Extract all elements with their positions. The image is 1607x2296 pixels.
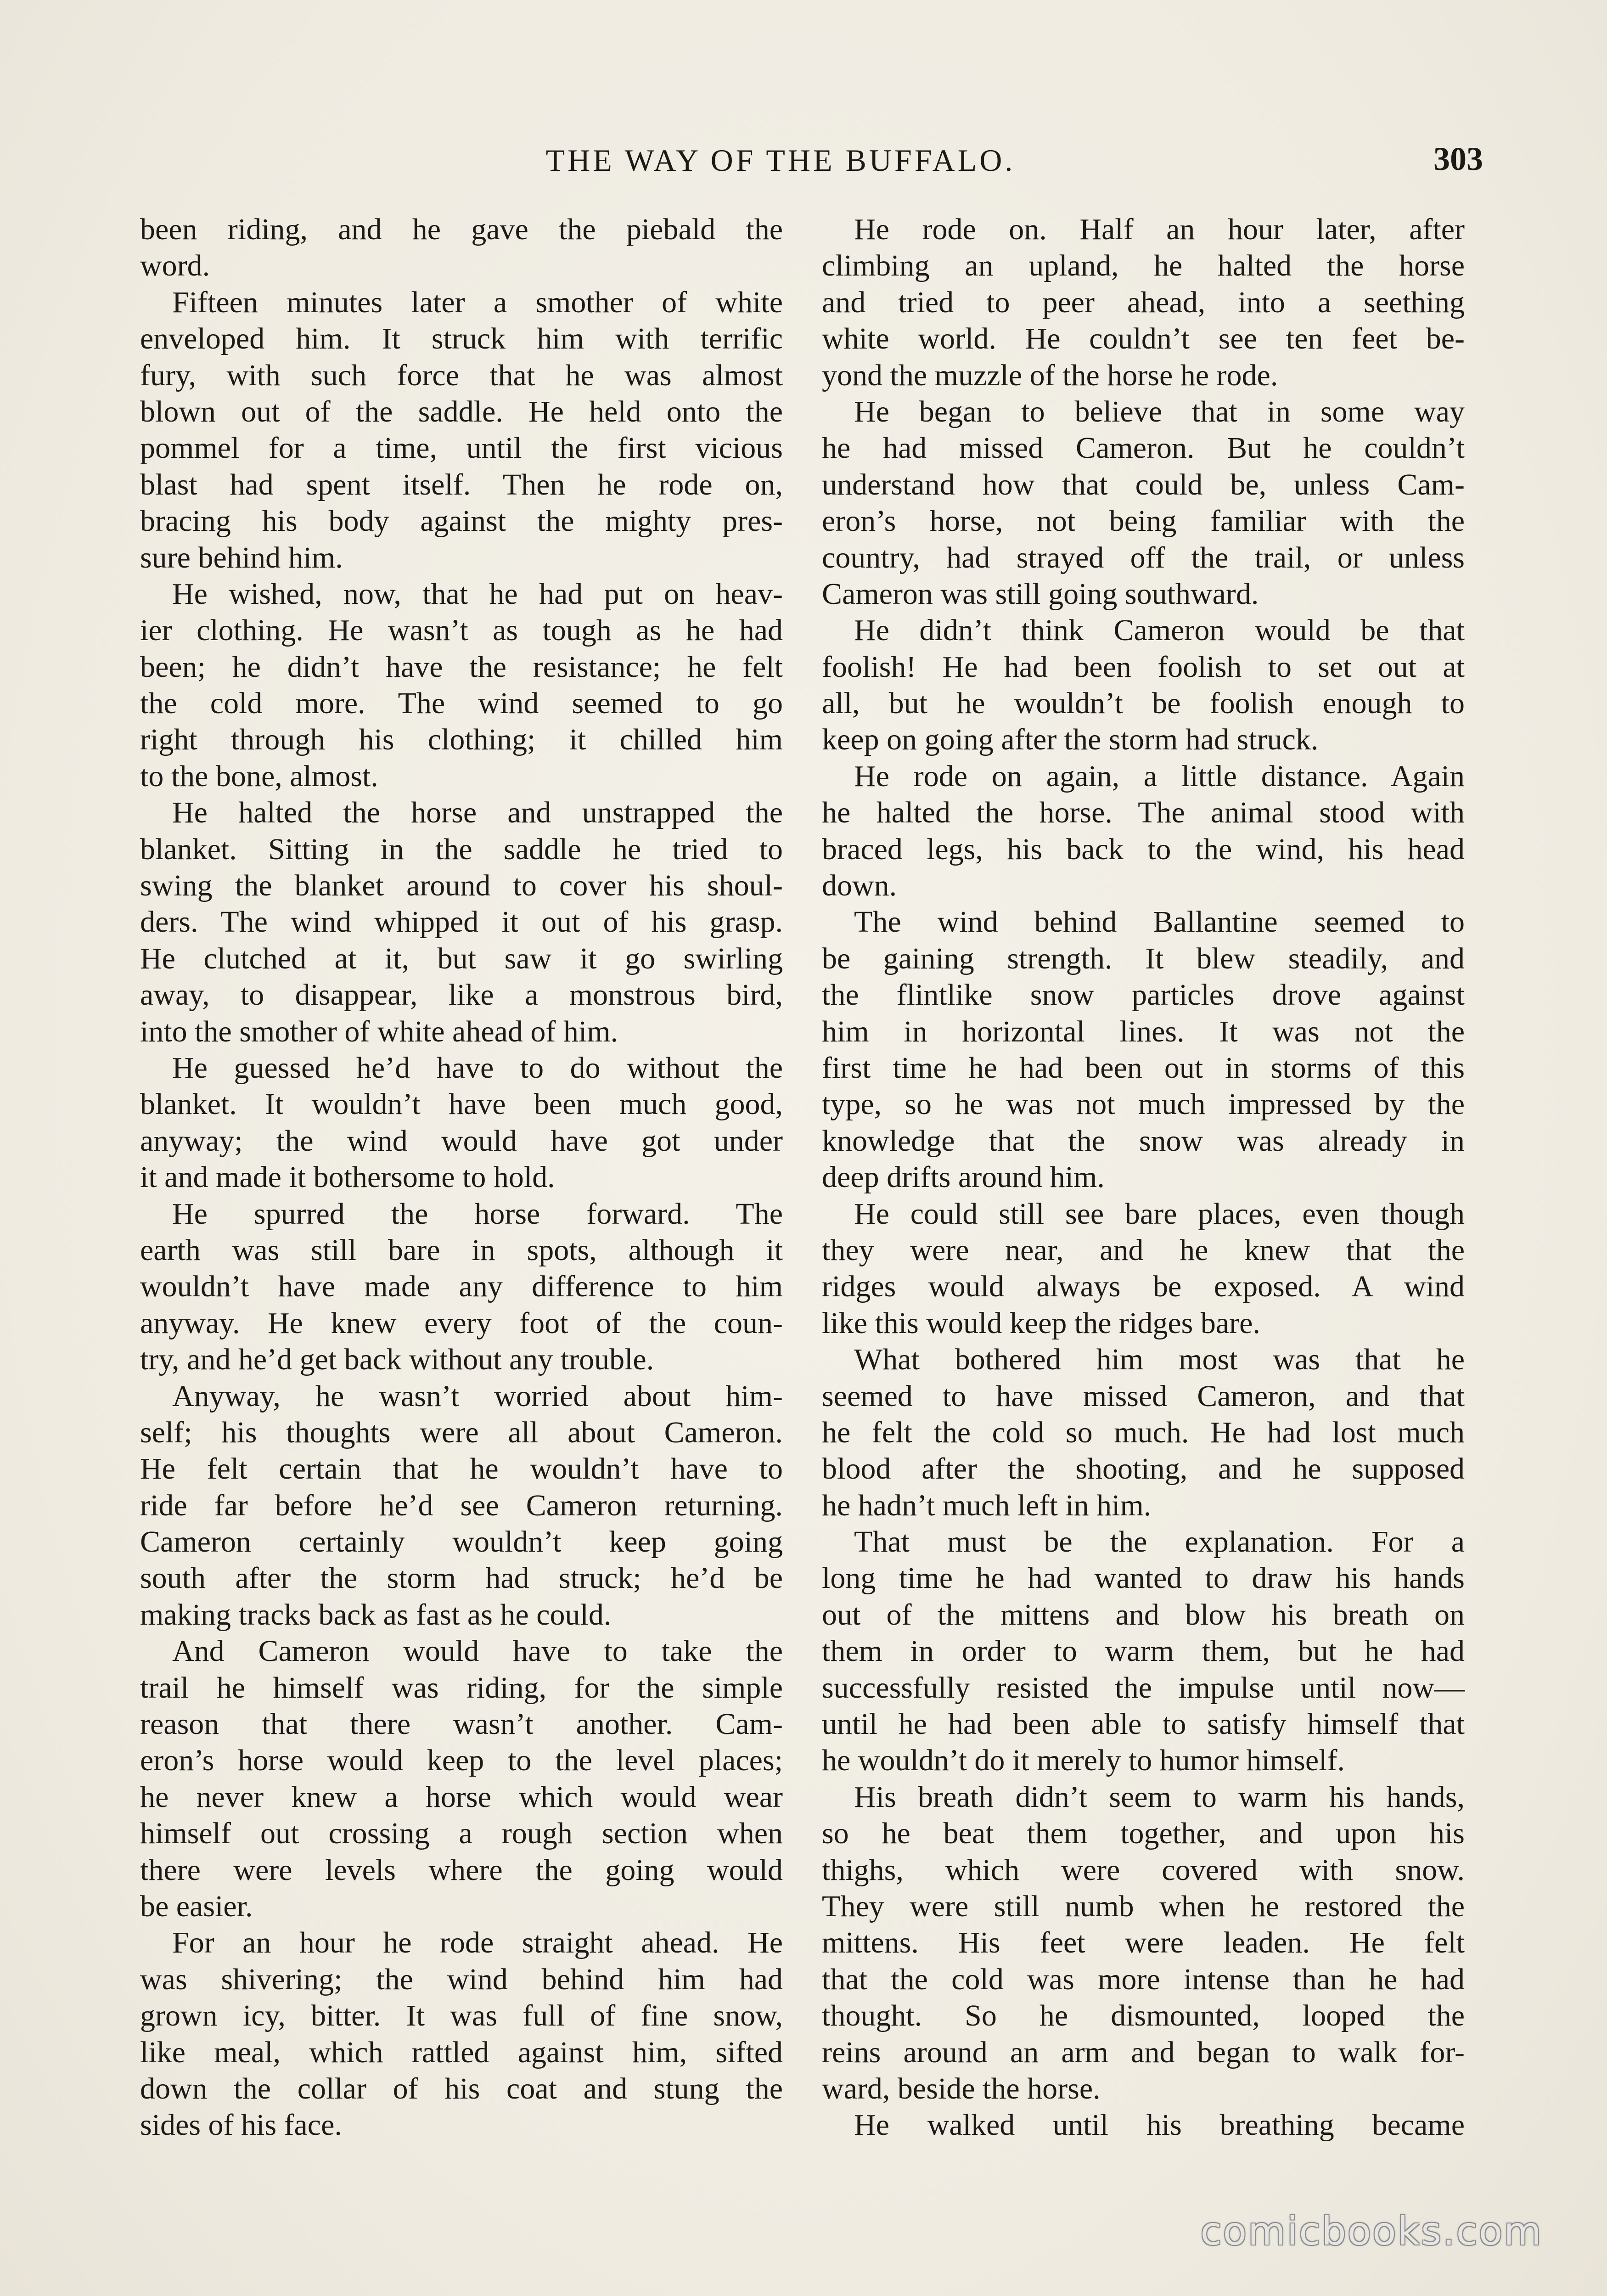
- text-line: they were near, and he knew that the: [822, 1233, 1465, 1267]
- text-line: and tried to peer ahead, into a seething: [822, 285, 1465, 319]
- text-line: there were levels where the going would: [140, 1853, 783, 1887]
- text-line: pommel for a time, until the first vicious: [140, 431, 783, 465]
- text-line: For an hour he rode straight ahead. He: [172, 1926, 783, 1960]
- text-line: down.: [822, 869, 897, 903]
- text-line: sides of his face.: [140, 2108, 342, 2142]
- text-line: blown out of the saddle. He held onto the: [140, 394, 783, 428]
- text-line: wouldn’t have made any difference to him: [140, 1270, 783, 1304]
- text-line: so he beat them together, and upon his: [822, 1817, 1465, 1851]
- text-line: He rode on again, a little distance. Again: [854, 759, 1465, 793]
- text-line: country, had strayed off the trail, or unless: [822, 540, 1465, 574]
- text-line: he had missed Cameron. But he couldn’t: [822, 431, 1465, 465]
- text-line: He spurred the horse forward. The: [172, 1197, 783, 1231]
- text-line: He rode on. Half an hour later, after: [854, 213, 1465, 246]
- text-line: eron’s horse would keep to the level places;: [140, 1744, 783, 1778]
- text-line: out of the mittens and blow his breath on: [822, 1598, 1465, 1632]
- text-line: type, so he was not much impressed by the: [822, 1087, 1465, 1121]
- text-line: blast had spent itself. Then he rode on,: [140, 467, 783, 501]
- text-line: keep on going after the storm had struck.: [822, 723, 1319, 757]
- text-line: like this would keep the ridges bare.: [822, 1306, 1260, 1340]
- text-line: sure behind him.: [140, 540, 343, 574]
- text-line: right through his clothing; it chilled him: [140, 723, 783, 757]
- text-line: was shivering; the wind behind him had: [140, 1962, 783, 1996]
- text-line: Cameron was still going southward.: [822, 577, 1259, 611]
- text-line: He clutched at it, but saw it go swirling: [140, 941, 783, 975]
- text-line: he halted the horse. The animal stood with: [822, 796, 1465, 830]
- text-line: until he had been able to satisfy himself that: [822, 1707, 1465, 1741]
- text-line: understand how that could be, unless Cam-: [822, 467, 1465, 501]
- text-line: ward, beside the horse.: [822, 2071, 1101, 2105]
- text-line: foolish! He had been foolish to set out at: [822, 650, 1465, 684]
- text-line: That must be the explanation. For a: [854, 1525, 1465, 1559]
- text-line: making tracks back as fast as he could.: [140, 1598, 612, 1632]
- text-line: He halted the horse and unstrapped the: [172, 796, 783, 830]
- text-line: fury, with such force that he was almost: [140, 358, 783, 392]
- text-line: And Cameron would have to take the: [172, 1634, 783, 1668]
- watermark-logo: comicbooks.com: [1200, 2209, 1543, 2254]
- text-line: successfully resisted the impulse until now—: [822, 1671, 1465, 1705]
- text-line: like meal, which rattled against him, sifted: [140, 2035, 783, 2069]
- text-line: bracing his body against the mighty pres-: [140, 504, 783, 538]
- text-line: him in horizontal lines. It was not the: [822, 1014, 1465, 1048]
- text-line: Cameron certainly wouldn’t keep going: [140, 1525, 783, 1559]
- text-line: into the smother of white ahead of him.: [140, 1014, 618, 1048]
- text-line: He walked until his breathing became: [854, 2108, 1465, 2142]
- text-column-left: [140, 211, 783, 2144]
- text-line: ders. The wind whipped it out of his grasp.: [140, 905, 783, 939]
- text-line: anyway; the wind would have got under: [140, 1124, 783, 1158]
- text-line: Anyway, he wasn’t worried about him-: [172, 1379, 783, 1413]
- text-line: first time he had been out in storms of this: [822, 1051, 1465, 1085]
- text-line: trail he himself was riding, for the simple: [140, 1671, 783, 1705]
- text-line: eron’s horse, not being familiar with the: [822, 504, 1465, 538]
- text-line: anyway. He knew every foot of the coun-: [140, 1306, 783, 1340]
- text-line: mittens. His feet were leaden. He felt: [822, 1926, 1465, 1960]
- text-line: deep drifts around him.: [822, 1160, 1105, 1194]
- text-line: long time he had wanted to draw his hands: [822, 1561, 1465, 1595]
- text-line: ride far before he’d see Cameron returning.: [140, 1488, 783, 1522]
- text-line: be gaining strength. It blew steadily, and: [822, 941, 1465, 975]
- text-line: that the cold was more intense than he had: [822, 1962, 1465, 1996]
- text-line: south after the storm had struck; he’d be: [140, 1561, 783, 1595]
- text-line: he wouldn’t do it merely to humor himself.: [822, 1744, 1345, 1778]
- text-line: He guessed he’d have to do without the: [172, 1051, 783, 1085]
- text-line: climbing an upland, he halted the horse: [822, 249, 1465, 283]
- text-line: He wished, now, that he had put on heav-: [172, 577, 783, 611]
- text-line: grown icy, bitter. It was full of fine snow,: [140, 1999, 783, 2033]
- page-number: 303: [1433, 141, 1483, 177]
- text-line: been; he didn’t have the resistance; he felt: [140, 650, 783, 684]
- text-column-right: [822, 211, 1465, 2144]
- text-line: yond the muzzle of the horse he rode.: [822, 358, 1278, 392]
- text-line: the flintlike snow particles drove against: [822, 978, 1465, 1012]
- text-line: been riding, and he gave the piebald the: [140, 213, 783, 246]
- running-header-title: THE WAY OF THE BUFFALO.: [545, 143, 1016, 178]
- text-line: he hadn’t much left in him.: [822, 1488, 1152, 1522]
- text-line: reason that there wasn’t another. Cam-: [140, 1707, 783, 1741]
- text-line: to the bone, almost.: [140, 759, 378, 793]
- text-line: What bothered him most was that he: [854, 1343, 1465, 1377]
- text-line: He felt certain that he wouldn’t have to: [140, 1452, 783, 1486]
- text-line: be easier.: [140, 1889, 253, 1923]
- text-line: word.: [140, 249, 210, 283]
- text-line: blanket. Sitting in the saddle he tried to: [140, 832, 783, 866]
- text-line: He didn’t think Cameron would be that: [854, 613, 1465, 647]
- text-line: all, but he wouldn’t be foolish enough to: [822, 687, 1465, 720]
- text-line: try, and he’d get back without any trouble.: [140, 1343, 654, 1377]
- text-line: enveloped him. It struck him with terrific: [140, 322, 783, 356]
- text-line: it and made it bothersome to hold.: [140, 1160, 555, 1194]
- text-line: white world. He couldn’t see ten feet be-: [822, 322, 1465, 356]
- text-line: himself out crossing a rough section when: [140, 1817, 783, 1851]
- text-line: They were still numb when he restored the: [822, 1889, 1465, 1923]
- text-line: down the collar of his coat and stung the: [140, 2071, 783, 2105]
- text-line: reins around an arm and began to walk for-: [822, 2035, 1465, 2069]
- text-line: away, to disappear, like a monstrous bird,: [140, 978, 783, 1012]
- text-line: them in order to warm them, but he had: [822, 1634, 1465, 1668]
- text-line: He began to believe that in some way: [854, 394, 1465, 428]
- text-line: seemed to have missed Cameron, and that: [822, 1379, 1465, 1413]
- text-line: blood after the shooting, and he supposed: [822, 1452, 1465, 1486]
- text-line: thighs, which were covered with snow.: [822, 1853, 1465, 1887]
- text-line: knowledge that the snow was already in: [822, 1124, 1465, 1158]
- text-line: braced legs, his back to the wind, his head: [822, 832, 1465, 866]
- text-line: He could still see bare places, even though: [854, 1197, 1465, 1231]
- text-line: he felt the cold so much. He had lost much: [822, 1415, 1465, 1449]
- text-line: swing the blanket around to cover his shoul-: [140, 869, 783, 903]
- text-line: ridges would always be exposed. A wind: [822, 1270, 1465, 1304]
- text-line: thought. So he dismounted, looped the: [822, 1999, 1465, 2033]
- text-line: he never knew a horse which would wear: [140, 1780, 783, 1814]
- text-line: blanket. It wouldn’t have been much good,: [140, 1087, 783, 1121]
- text-line: Fifteen minutes later a smother of white: [172, 285, 783, 319]
- text-line: ier clothing. He wasn’t as tough as he had: [140, 613, 783, 647]
- text-line: self; his thoughts were all about Cameron.: [140, 1415, 783, 1449]
- text-line: the cold more. The wind seemed to go: [140, 687, 783, 720]
- text-line: earth was still bare in spots, although it: [140, 1233, 783, 1267]
- text-line: His breath didn’t seem to warm his hands,: [854, 1780, 1465, 1814]
- text-line: The wind behind Ballantine seemed to: [854, 905, 1465, 939]
